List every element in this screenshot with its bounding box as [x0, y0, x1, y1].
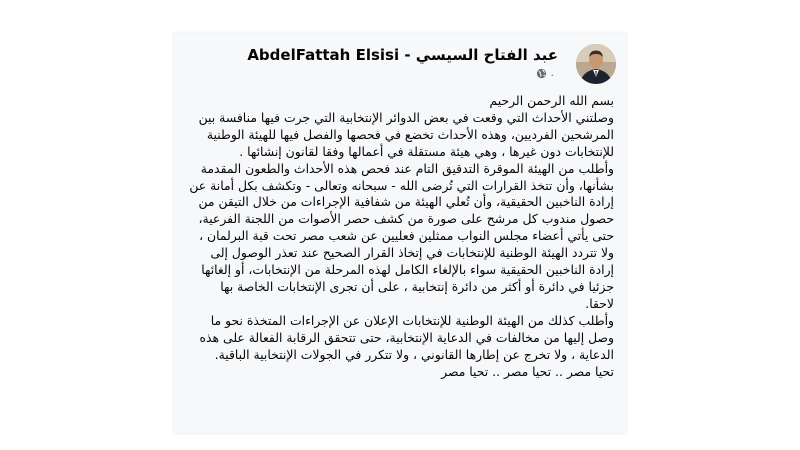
post-paragraph-greeting: بسم الله الرحمن الرحيم [489, 93, 614, 108]
post-paragraph-1: وصلتني الأحداث التي وقعت في بعض الدوائر الإنتخابية التي جرت فيها منافسة بين المرشحين الفرديين، وهذه الأحداث تخضع في فحصها والفصل فيها للهيئة الوطنية للإنتخابات دون غيرها ، وهي هيئة مستقلة في أعمالها وفقا لقانون إنشائها . [198, 109, 614, 159]
post-body [188, 93, 614, 380]
post-card [174, 33, 626, 433]
post-paragraph-closing: تحيا مصر .. تحيا مصر .. تحيا مصر [441, 363, 614, 379]
post-meta [536, 68, 555, 82]
globe-icon [536, 68, 547, 79]
avatar[interactable] [576, 44, 616, 84]
author-name[interactable]: AbdelFattah Elsisi - عبد الفتاح السيسي [247, 46, 558, 64]
post-header [174, 33, 626, 91]
privacy-icon[interactable] [536, 68, 547, 82]
meta-dot: · [550, 68, 554, 82]
avatar-portrait-icon [576, 44, 616, 84]
post-paragraph-3: وأطلب كذلك من الهيئة الوطنية للإنتخابات الإعلان عن الإجراءات المتخذة نحو ما وصل إليها من مخالفات في الدعاية الإنتخابية، حتى تتحقق الرقابة الفعالة على هذه الدعاية ، ولا تخرج عن إطارها القانوني ، ولا تتكرر في الجولات الإنتخابية الباقية. [199, 312, 614, 362]
post-paragraph-2: وأطلب من الهيئة الموقرة التدقيق التام عند فحص هذه الأحداث والطعون المقدمة بشأنها، وأن تتخذ القرارات التي تُرضى الله - سبحانه وتعالى - وتكشف بكل أمانة عن إرادة الناخبين الحقيقية، وأن تُعلي الهيئة من شفافية الإجراءات من خلال التيقن من حصول مندوب كل مرشح على صورة من كشف حصر الأصوات من اللجنة الفرعية، حتى يأتي أعضاء مجلس النواب ممثلين فعليين عن شعب مصر تحت قبة البرلمان ، ولا تتردد الهيئة الوطنية للإنتخابات في إتخاذ القرار الصحيح عند تعذر الوصول إلى إرادة الناخبين الحقيقية سواء بالإلغاء الكامل لهذه المرحلة من الإنتخابات، أو إلغائها جزئيا في دائرة أو أكثر من دائرة إنتخابية ، على أن تجرى الإنتخابات الخاصة بها لاحقا. [189, 160, 614, 311]
